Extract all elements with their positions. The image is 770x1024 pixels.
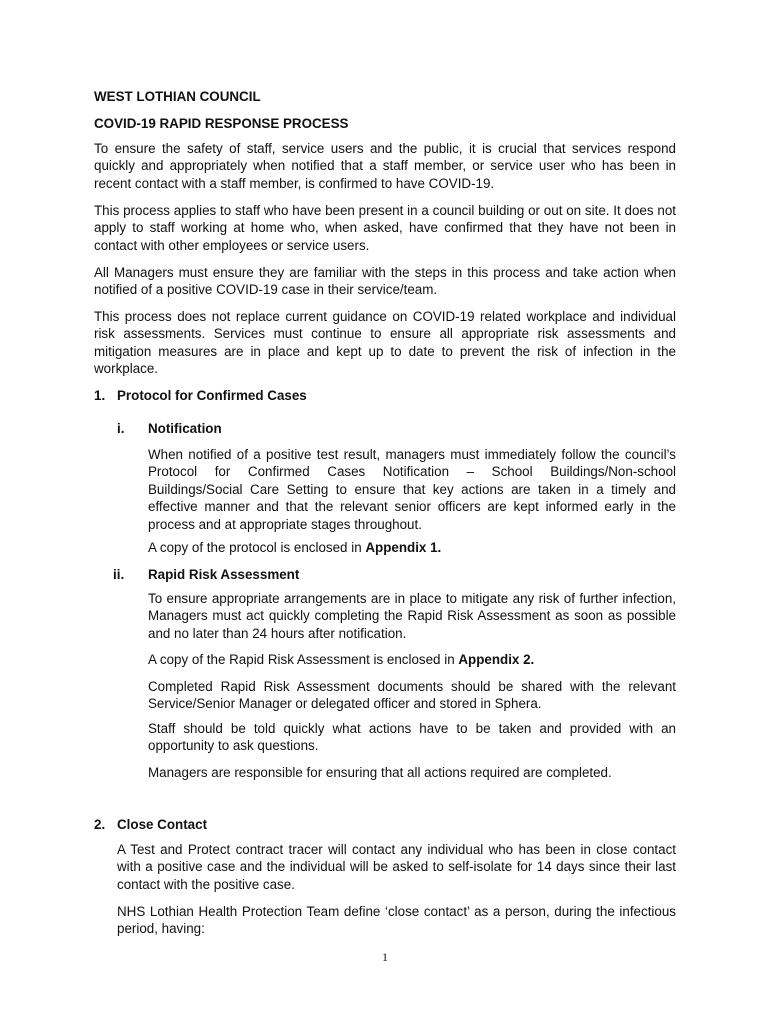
- appendix-2-reference: Appendix 2.: [458, 652, 535, 667]
- appendix-2-note-text: A copy of the Rapid Risk Assessment is enclosed in: [148, 652, 459, 667]
- intro-paragraph-3: All Managers must ensure they are familiar with the steps in this process and take action when notified of a positive COVID-19 case in their service/team.: [94, 265, 676, 298]
- subsection-ii-numeral: ii.: [113, 567, 125, 582]
- intro-paragraph-2: This process applies to staff who have been present in a council building or out on site. It does not apply to staff working at home who, when asked, have confirmed that they have not been in contact with other employees or service users.: [94, 203, 676, 253]
- sphera-storage-paragraph: Completed Rapid Risk Assessment documents should be shared with the relevant Service/Senior Manager or delegated officer and stored in Sphera.: [148, 679, 676, 712]
- org-title: WEST LOTHIAN COUNCIL: [94, 89, 261, 104]
- intro-paragraph-4: This process does not replace current guidance on COVID-19 related workplace and individual risk assessments. Services must continue to ensure all appropriate risk assessments and mitigation measures are in place and kept up to date to prevent the risk of infection in the workplace.: [94, 309, 676, 377]
- appendix-1-reference: Appendix 1.: [365, 540, 442, 555]
- contact-tracer-paragraph: A Test and Protect contract tracer will contact any individual who has been in close contact with a positive case and the individual will be asked to self-isolate for 14 days since their last contact with the positive case.: [117, 842, 676, 892]
- section-1-number: 1.: [94, 388, 106, 403]
- subsection-ii-heading: Rapid Risk Assessment: [148, 567, 300, 582]
- close-contact-definition-paragraph: NHS Lothian Health Protection Team define ‘close contact’ as a person, during the infectious period, having:: [117, 904, 676, 937]
- manager-responsibility-paragraph: Managers are responsible for ensuring that all actions required are completed.: [148, 765, 612, 780]
- notification-paragraph: When notified of a positive test result, managers must immediately follow the council’s Protocol for Confirmed Cases Notification – School Buildings/Non-school Buildings/Social Care Setting to ensure that key actions are taken in a timely and effective manner and that the relevant senior officers are kept informed early in the process and at appropriate stages throughout.: [148, 447, 676, 532]
- staff-informed-paragraph: Staff should be told quickly what actions have to be taken and provided with an opportunity to ask questions.: [148, 721, 676, 754]
- risk-assessment-paragraph: To ensure appropriate arrangements are in place to mitigate any risk of further infection, Managers must act quickly completing the Rapid Risk Assessment as soon as possible and no later than 24 hours after notification.: [148, 591, 676, 641]
- section-2-heading: Close Contact: [117, 817, 208, 832]
- section-2-number: 2.: [94, 817, 106, 832]
- page-number: 1: [382, 950, 388, 964]
- document-title: COVID-19 RAPID RESPONSE PROCESS: [94, 116, 349, 131]
- appendix-2-note: [148, 651, 676, 668]
- intro-paragraph-1: To ensure the safety of staff, service users and the public, it is crucial that services respond quickly and appropriately when notified that a staff member, or service user who has been in recent contact with a staff member, is confirmed to have COVID-19.: [94, 141, 676, 191]
- appendix-1-note-text: A copy of the protocol is enclosed in: [148, 540, 366, 555]
- appendix-1-note: [148, 539, 676, 556]
- subsection-i-numeral: i.: [117, 421, 125, 436]
- section-1-heading: Protocol for Confirmed Cases: [117, 388, 307, 403]
- subsection-i-heading: Notification: [148, 421, 222, 436]
